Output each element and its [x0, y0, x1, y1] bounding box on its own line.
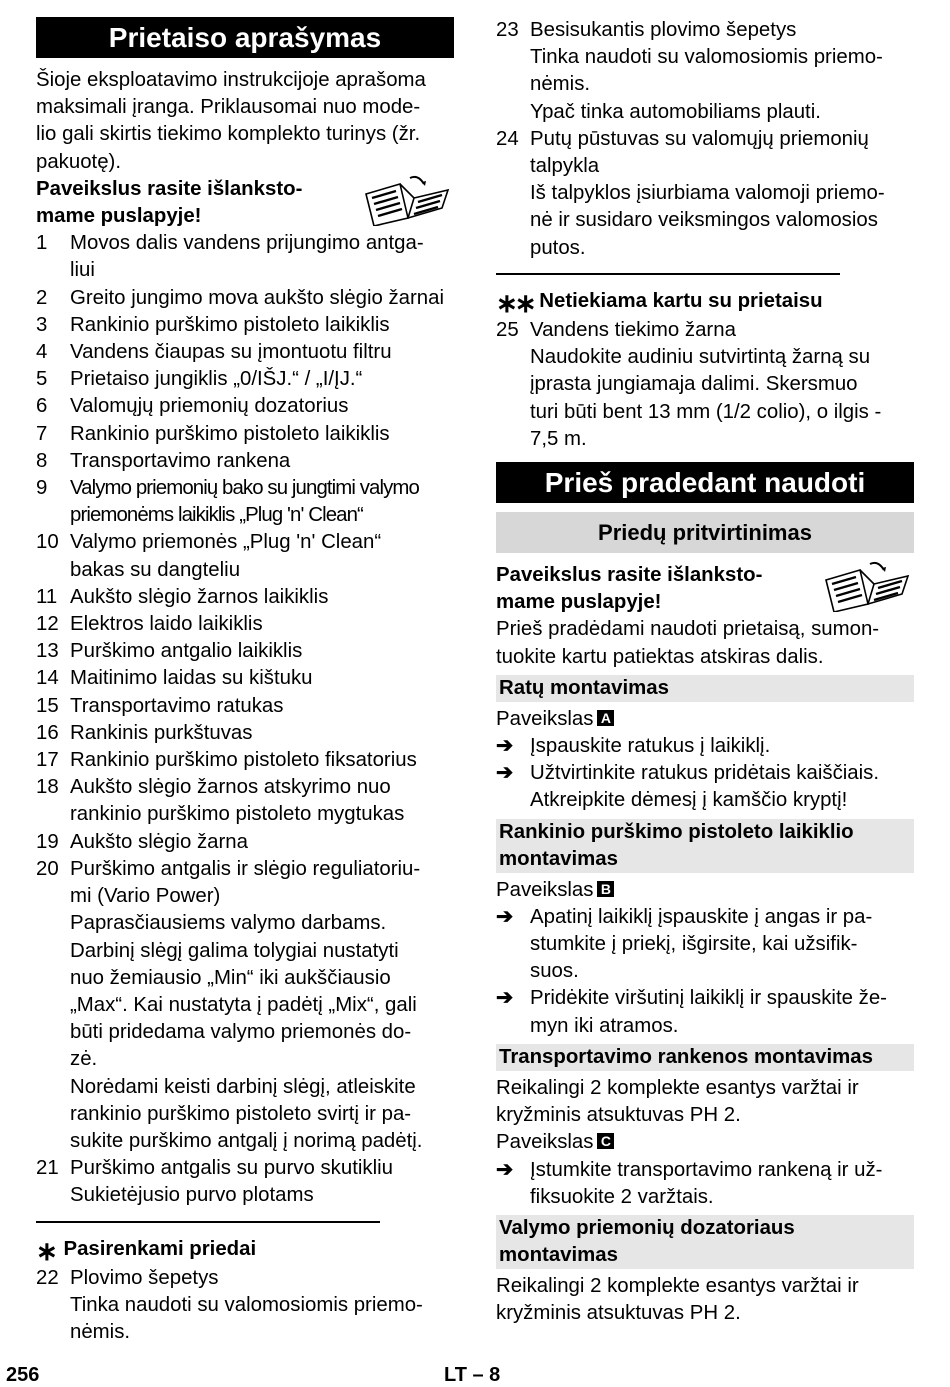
item-line: 7,5 m.	[530, 427, 587, 450]
item-text	[530, 317, 914, 453]
arrow-right-icon: ➔	[496, 905, 514, 928]
item-line: Transportavimo ratukas	[70, 694, 284, 717]
heading-handle: Transportavimo rankenos montavimas	[496, 1044, 914, 1071]
list-item	[36, 366, 454, 393]
figure-ref-gun-holder: Paveikslas B	[496, 877, 914, 904]
item-number: 1	[36, 232, 48, 255]
component-list	[36, 230, 454, 1209]
intro-line: tuokite kartu patiektas atskiras dalis.	[496, 645, 824, 668]
step-line: fiksuokite 2 varžtais.	[530, 1185, 714, 1208]
item-number: 8	[36, 449, 48, 472]
step-line: Įstumkite transportavimo rankeną ir už-	[530, 1158, 883, 1181]
arrow-right-icon: ➔	[496, 762, 514, 785]
intro-line: Šioje eksploatavimo instrukcijoje aprašoma	[36, 69, 426, 91]
item-line: Valymo priemonės „Plug 'n' Clean“	[70, 531, 382, 554]
item-number: 3	[36, 313, 48, 336]
item-line: Tinka naudoti su valomosiomis priemo-	[70, 1293, 423, 1316]
figure-note	[36, 176, 302, 230]
list-item	[36, 421, 454, 448]
instruction-step	[496, 904, 914, 986]
item-line: Besisukantis plovimo šepetys	[530, 19, 797, 41]
item-line: Aukšto slėgio žarnos atskyrimo nuo	[70, 776, 391, 799]
item-line: nė ir susidaro veiksmingos valomosios	[530, 209, 878, 232]
heading-line: Valymo priemonių dozatoriaus	[499, 1216, 795, 1239]
item-line: sukite purškimo antgalį į norimą padėtį.	[70, 1129, 423, 1152]
item-text	[70, 421, 454, 448]
item-text	[70, 747, 454, 774]
item-text	[70, 339, 454, 366]
item-text	[70, 611, 454, 638]
figure-badge-a: A	[597, 710, 614, 726]
figure-badge-b: B	[597, 881, 614, 897]
step-line: myn iki atramos.	[530, 1014, 679, 1037]
figure-badge-c: C	[597, 1133, 614, 1149]
list-item	[36, 638, 454, 665]
item-line: Sukietėjusio purvo plotams	[70, 1184, 314, 1207]
figure-note-line: Paveikslus rasite išlanksto-	[496, 564, 763, 587]
figure-note-box	[496, 562, 914, 616]
figure-note-line: mame puslapyje!	[496, 591, 662, 614]
list-item	[36, 475, 454, 529]
item-number: 12	[36, 613, 59, 636]
item-text	[70, 475, 454, 529]
item-text	[70, 448, 454, 475]
item-line: įprasta jungiamaja dalimi. Skersmuo	[530, 373, 858, 396]
item-number: 25	[496, 319, 519, 342]
item-number: 4	[36, 341, 48, 364]
item-number: 21	[36, 1157, 59, 1180]
list-item	[36, 285, 454, 312]
step-line: suos.	[530, 960, 579, 983]
item-text	[530, 17, 914, 126]
item-text	[70, 638, 454, 665]
list-item	[496, 126, 914, 262]
item-number: 14	[36, 667, 59, 690]
list-item	[496, 317, 914, 453]
item-text	[70, 720, 454, 747]
item-line: Valomųjų priemonių dozatorius	[70, 395, 349, 418]
step-text	[530, 904, 914, 986]
requirement-line: Reikalingi 2 komplekte esantys varžtai ir	[496, 1076, 859, 1099]
section-title-device-description: Prietaiso aprašymas	[36, 17, 454, 58]
double-asterisk-icon: ∗∗	[496, 287, 534, 318]
item-line: rankinio purškimo pistoleto svirtį ir pa-	[70, 1102, 412, 1125]
item-line: nėmis.	[530, 73, 591, 96]
instruction-step	[496, 760, 914, 814]
arrow-right-icon: ➔	[496, 735, 514, 758]
item-line: liui	[70, 259, 95, 282]
instruction-step	[496, 985, 914, 1039]
step-line: Įspauskite ratukus į laikiklį.	[530, 735, 771, 758]
item-text	[70, 312, 454, 339]
item-line: Vandens tiekimo žarna	[530, 319, 736, 342]
intro-text	[36, 67, 454, 176]
not-included-list	[496, 317, 914, 453]
step-text	[530, 760, 914, 814]
divider	[36, 1221, 380, 1223]
item-line: Rankinio purškimo pistoleto laikiklis	[70, 422, 390, 445]
optional-list	[36, 1265, 454, 1347]
figure-note	[496, 562, 762, 616]
intro-line: Prieš pradėdami naudoti prietaisą, sumon-	[496, 618, 880, 641]
item-line: Rankinio purškimo pistoleto fiksatorius	[70, 749, 417, 772]
item-number: 17	[36, 749, 59, 772]
item-line: Putų pūstuvas su valomųjų priemonių	[530, 127, 869, 150]
item-line: rankinio purškimo pistoleto mygtukas	[70, 803, 405, 826]
item-number: 15	[36, 694, 59, 717]
step-text	[530, 985, 914, 1039]
list-item	[36, 1155, 454, 1209]
list-item	[36, 230, 454, 284]
list-item	[36, 774, 454, 828]
dosing-requirements	[496, 1273, 914, 1327]
component-list-continued	[496, 17, 914, 262]
right-column	[496, 17, 914, 1327]
list-item	[36, 393, 454, 420]
item-line: būti pridedama valymo priemonės do-	[70, 1021, 412, 1044]
heading-line: montavimas	[499, 1243, 618, 1266]
item-line: mi (Vario Power)	[70, 885, 221, 908]
item-line: Norėdami keisti darbinį slėgį, atleiskite	[70, 1075, 416, 1098]
item-line: Prietaiso jungiklis „0/IŠJ.“ / „I/ĮJ.“	[70, 368, 363, 391]
item-number: 16	[36, 721, 59, 744]
item-line: priemonėms laikiklis „Plug 'n' Clean“	[70, 504, 363, 527]
arrow-right-icon: ➔	[496, 987, 514, 1010]
item-number: 19	[36, 830, 59, 853]
item-text	[70, 693, 454, 720]
list-item	[36, 611, 454, 638]
list-item	[36, 693, 454, 720]
item-text	[70, 230, 454, 284]
item-text	[70, 774, 454, 828]
item-text	[70, 856, 454, 1155]
item-line: Plovimo šepetys	[70, 1266, 219, 1289]
item-number: 9	[36, 477, 48, 500]
list-item	[36, 747, 454, 774]
item-line: Maitinimo laidas su kištuku	[70, 667, 313, 690]
list-item	[36, 1265, 454, 1347]
heading-line: Rankinio purškimo pistoleto laikiklio	[499, 820, 854, 843]
list-item	[36, 829, 454, 856]
heading-wheels: Ratų montavimas	[496, 675, 914, 702]
item-number: 11	[36, 585, 58, 608]
item-line: Naudokite audiniu sutvirtintą žarną su	[530, 346, 871, 369]
item-number: 18	[36, 776, 59, 799]
list-item	[36, 665, 454, 692]
item-number: 6	[36, 395, 48, 418]
figure-ref-handle: Paveikslas C	[496, 1129, 914, 1156]
left-column	[36, 17, 454, 1346]
item-line: Vandens čiaupas su įmontuotu filtru	[70, 341, 392, 364]
item-line: bakas su dangteliu	[70, 558, 241, 581]
item-line: putos.	[530, 236, 586, 259]
step-text	[530, 733, 914, 760]
figure-note-line: Paveikslus rasite išlanksto-	[36, 177, 303, 200]
item-text	[70, 285, 454, 312]
foldout-book-icon	[364, 172, 450, 226]
item-line: Purškimo antgalis ir slėgio reguliatoriu-	[70, 857, 421, 880]
heading-gun-holder	[496, 819, 914, 873]
list-item	[496, 17, 914, 126]
item-line: Ypač tinka automobiliams plauti.	[530, 100, 821, 123]
foldout-book-icon	[824, 558, 910, 612]
item-line: talpykla	[530, 155, 600, 178]
steps-handle	[496, 1157, 914, 1211]
section-title-before-use: Prieš pradedant naudoti	[496, 462, 914, 503]
list-item	[36, 720, 454, 747]
item-number: 10	[36, 531, 59, 554]
subsection-title-accessories: Priedų pritvirtinimas	[496, 512, 914, 553]
list-item	[36, 312, 454, 339]
list-item	[36, 584, 454, 611]
step-line: Atkreipkite dėmesį į kamščio kryptį!	[530, 789, 848, 812]
figure-note-line: mame puslapyje!	[36, 205, 202, 228]
list-item	[36, 448, 454, 475]
item-line: Greito jungimo mova aukšto slėgio žarnai	[70, 286, 445, 309]
intro-line: maksimali įranga. Priklausomai nuo mode-	[36, 96, 421, 119]
item-text	[70, 366, 454, 393]
item-line: nėmis.	[70, 1321, 131, 1344]
intro-line: pakuotę).	[36, 150, 122, 173]
step-line: Apatinį laikiklį įspauskite į angas ir pa-	[530, 905, 873, 928]
heading-dosing	[496, 1215, 914, 1269]
item-line: Aukšto slėgio žarna	[70, 830, 248, 853]
step-line: Užtvirtinkite ratukus pridėtais kaiščiais.	[530, 762, 880, 785]
steps-gun-holder	[496, 904, 914, 1040]
item-number: 5	[36, 368, 48, 391]
step-line: stumkite į priekį, išgirsite, kai užsifik-	[530, 933, 858, 956]
requirement-line: kryžminis atsuktuvas PH 2.	[496, 1104, 741, 1127]
item-line: Transportavimo rankena	[70, 449, 291, 472]
page-number: 256	[6, 1364, 40, 1386]
figure-note-box	[36, 176, 454, 230]
item-line: Darbinį slėgį galima tolygiai nustatyti	[70, 939, 399, 962]
intro-line: lio gali skirtis tiekimo komplekto turinys (žr.	[36, 123, 421, 146]
list-item	[36, 856, 454, 1155]
heading-line: montavimas	[499, 847, 618, 870]
instruction-step	[496, 733, 914, 760]
item-line: Tinka naudoti su valomosiomis priemo-	[530, 46, 883, 69]
item-line: „Max“. Kai nustatyta į padėtį „Mix“, gali	[70, 993, 417, 1016]
item-text	[70, 1155, 454, 1209]
figure-ref-wheels: Paveikslas A	[496, 706, 914, 733]
item-number: 13	[36, 640, 59, 663]
optional-accessories-heading: ∗ Pasirenkami priedai	[36, 1235, 257, 1266]
item-text	[70, 584, 454, 611]
list-item	[36, 529, 454, 583]
item-number: 2	[36, 286, 48, 309]
item-line: nuo žemiausio „Min“ iki aukščiausio	[70, 966, 391, 989]
item-line: Elektros laido laikiklis	[70, 613, 263, 636]
item-line: Valymo priemonių bako su jungtimi valymo	[70, 477, 419, 500]
item-text	[70, 1265, 454, 1347]
item-line: Rankinio purškimo pistoleto laikiklis	[70, 313, 390, 336]
not-included-heading: ∗∗ Netiekiama kartu su prietaisu	[496, 287, 823, 318]
item-line: Purškimo antgalis su purvo skutikliu	[70, 1157, 393, 1180]
handle-requirements	[496, 1075, 914, 1129]
item-line: Aukšto slėgio žarnos laikiklis	[70, 585, 329, 608]
item-number: 20	[36, 857, 59, 880]
item-number: 22	[36, 1266, 59, 1289]
asterisk-icon: ∗	[36, 1235, 58, 1266]
divider	[496, 273, 840, 275]
item-text	[70, 829, 454, 856]
item-text	[70, 665, 454, 692]
instruction-step	[496, 1157, 914, 1211]
item-line: Rankinis purkštuvas	[70, 721, 253, 744]
item-text	[70, 529, 454, 583]
arrow-right-icon: ➔	[496, 1158, 514, 1181]
list-item	[36, 339, 454, 366]
item-text	[70, 393, 454, 420]
steps-wheels	[496, 733, 914, 815]
item-line: turi būti bent 13 mm (1/2 colio), o ilgis -	[530, 400, 882, 423]
item-number: 23	[496, 19, 519, 41]
footer-section-label: LT – 8	[444, 1364, 501, 1386]
item-text	[530, 126, 914, 262]
requirement-line: Reikalingi 2 komplekte esantys varžtai ir	[496, 1274, 859, 1297]
item-line: Paprasčiausiems valymo darbams.	[70, 912, 387, 935]
item-line: zė.	[70, 1048, 98, 1071]
step-line: Pridėkite viršutinį laikiklį ir spauskite že-	[530, 987, 887, 1010]
step-text	[530, 1157, 914, 1211]
item-line: Movos dalis vandens prijungimo antga-	[70, 232, 424, 255]
accessories-intro	[496, 616, 914, 670]
item-number: 24	[496, 127, 519, 150]
requirement-line: kryžminis atsuktuvas PH 2.	[496, 1302, 741, 1325]
item-number: 7	[36, 422, 48, 445]
item-line: Purškimo antgalio laikiklis	[70, 640, 303, 663]
item-line: Iš talpyklos įsiurbiama valomoji priemo-	[530, 182, 885, 205]
